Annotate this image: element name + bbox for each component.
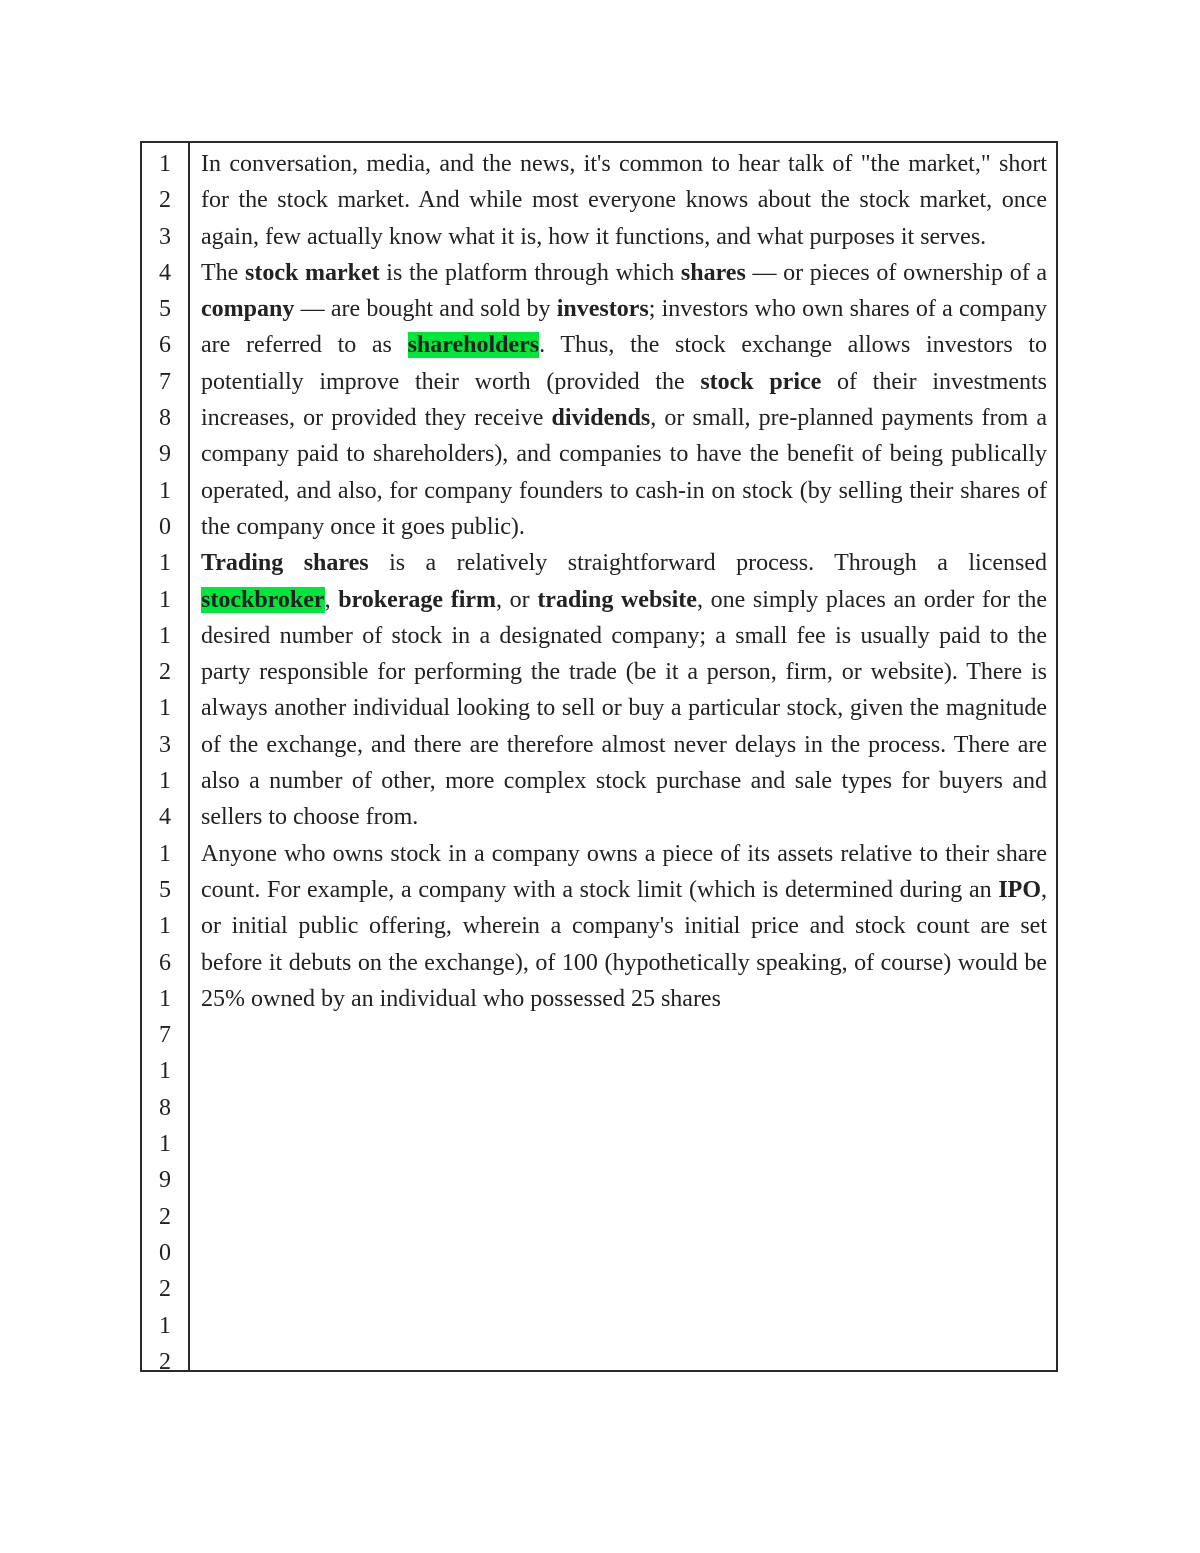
term-company: company (201, 296, 295, 323)
term-stock-price: stock price (700, 368, 822, 395)
term-dividends: dividends (551, 405, 651, 432)
line-number: 1 (159, 622, 171, 649)
line-number-list (142, 146, 188, 1380)
text-segment: ; investors who own shares of a company are referred to as (201, 296, 1047, 359)
text-segment: , one simply places an order for the desired number of stock in a designated company; a small fee is usually paid to the party responsible for performing the trade (be it a person, firm, or website). There is always another individual looking to sell or buy a particular stock, given the magnitude of the exchange, and there are therefore almost never delays in the process. There are also a number of other, more complex stock purchase and sale types for buyers and sellers to choose from. (201, 586, 1047, 831)
term-trading-shares: Trading shares (201, 550, 369, 577)
line-number: 7 (159, 1022, 171, 1049)
term-ipo: IPO (998, 876, 1041, 903)
line-number: 1 (159, 1058, 171, 1085)
line-number: 6 (159, 949, 171, 976)
text-segment: The (201, 259, 245, 286)
text-column (201, 146, 1047, 1017)
paragraph-stock-market-intro (201, 146, 1047, 255)
document-table (140, 141, 1058, 1375)
paragraph-ownership (201, 836, 1047, 1017)
text-segment: Anyone who owns stock in a company owns a piece of its assets relative to their share count. For example, a company with a stock limit (which is determined during an (201, 840, 1047, 903)
highlighted-term-stockbroker: stockbroker (201, 586, 325, 613)
line-number: 0 (159, 1239, 171, 1266)
line-number: 5 (159, 296, 171, 323)
term-stock-market: stock market (244, 259, 380, 286)
text-segment: — or pieces of ownership of a (745, 259, 1048, 286)
line-number: 1 (159, 477, 171, 504)
line-number: 1 (159, 1312, 171, 1339)
text-segment: , or (496, 586, 538, 613)
line-number: 2 (159, 659, 171, 686)
text-segment: is the platform through which (379, 259, 681, 286)
line-number: 1 (159, 151, 171, 177)
line-number-column (142, 143, 190, 1375)
line-number: 3 (159, 223, 171, 250)
line-number: 5 (159, 876, 171, 903)
line-number: 1 (159, 586, 171, 613)
paragraph-stock-market-definition (201, 255, 1047, 545)
term-investors: investors (556, 296, 649, 323)
text-segment: is a relatively straightforward process. Through a licensed (368, 550, 1048, 577)
text-segment: , or small, pre-planned payments from a company paid to shareholders), and companies to have the benefit of being publically operated, and also, for company founders to cash-in on stock (by selling their shares of the company once it goes public). (201, 405, 1047, 540)
line-number: 1 (159, 550, 171, 577)
text-segment: , or initial public offering, wherein a company's initial price and stock count are set before it debuts on the exchange), of 100 (hypothetically speaking, of course) would be 25% owned by an individual who possessed 25 shares (201, 876, 1047, 1012)
line-number: 8 (159, 1094, 171, 1121)
line-number: 2 (159, 187, 171, 214)
text-segment: of their investments increases, or provided they receive (201, 368, 1047, 432)
term-brokerage-firm: brokerage firm (338, 586, 497, 613)
line-number: 8 (159, 405, 171, 432)
text-segment: , (324, 586, 339, 613)
line-number: 2 (159, 1348, 171, 1375)
line-number: 4 (159, 804, 171, 831)
paragraph-trading-shares (201, 545, 1047, 835)
line-number: 1 (159, 985, 171, 1012)
line-number: 6 (159, 332, 171, 359)
text-segment: . Thus, the stock exchange allows investors to potentially improve their worth (provided the (201, 332, 1047, 395)
line-number: 3 (159, 731, 171, 758)
term-trading-website: trading website (537, 586, 697, 613)
term-shares: shares (680, 259, 746, 286)
line-number: 1 (159, 913, 171, 940)
line-number: 9 (159, 441, 171, 468)
line-number: 1 (159, 1131, 171, 1158)
line-number: 1 (159, 695, 171, 722)
line-number: 7 (159, 368, 171, 395)
line-number: 4 (159, 259, 171, 286)
line-number: 1 (159, 768, 171, 795)
line-number: 1 (159, 840, 171, 867)
line-number: 2 (159, 1276, 171, 1303)
line-number: 2 (159, 1203, 171, 1230)
line-number: 9 (159, 1167, 171, 1194)
line-number: 0 (159, 513, 171, 540)
text-segment: — are bought and sold by (294, 296, 557, 323)
paragraph-1-text: In conversation, media, and the news, it's common to hear talk of "the market," short for the stock market. And while most everyone knows about the stock market, once again, few actually know what it is, how it functions, and what purposes it serves. (201, 151, 1047, 250)
highlighted-term-shareholders: shareholders (407, 332, 540, 359)
